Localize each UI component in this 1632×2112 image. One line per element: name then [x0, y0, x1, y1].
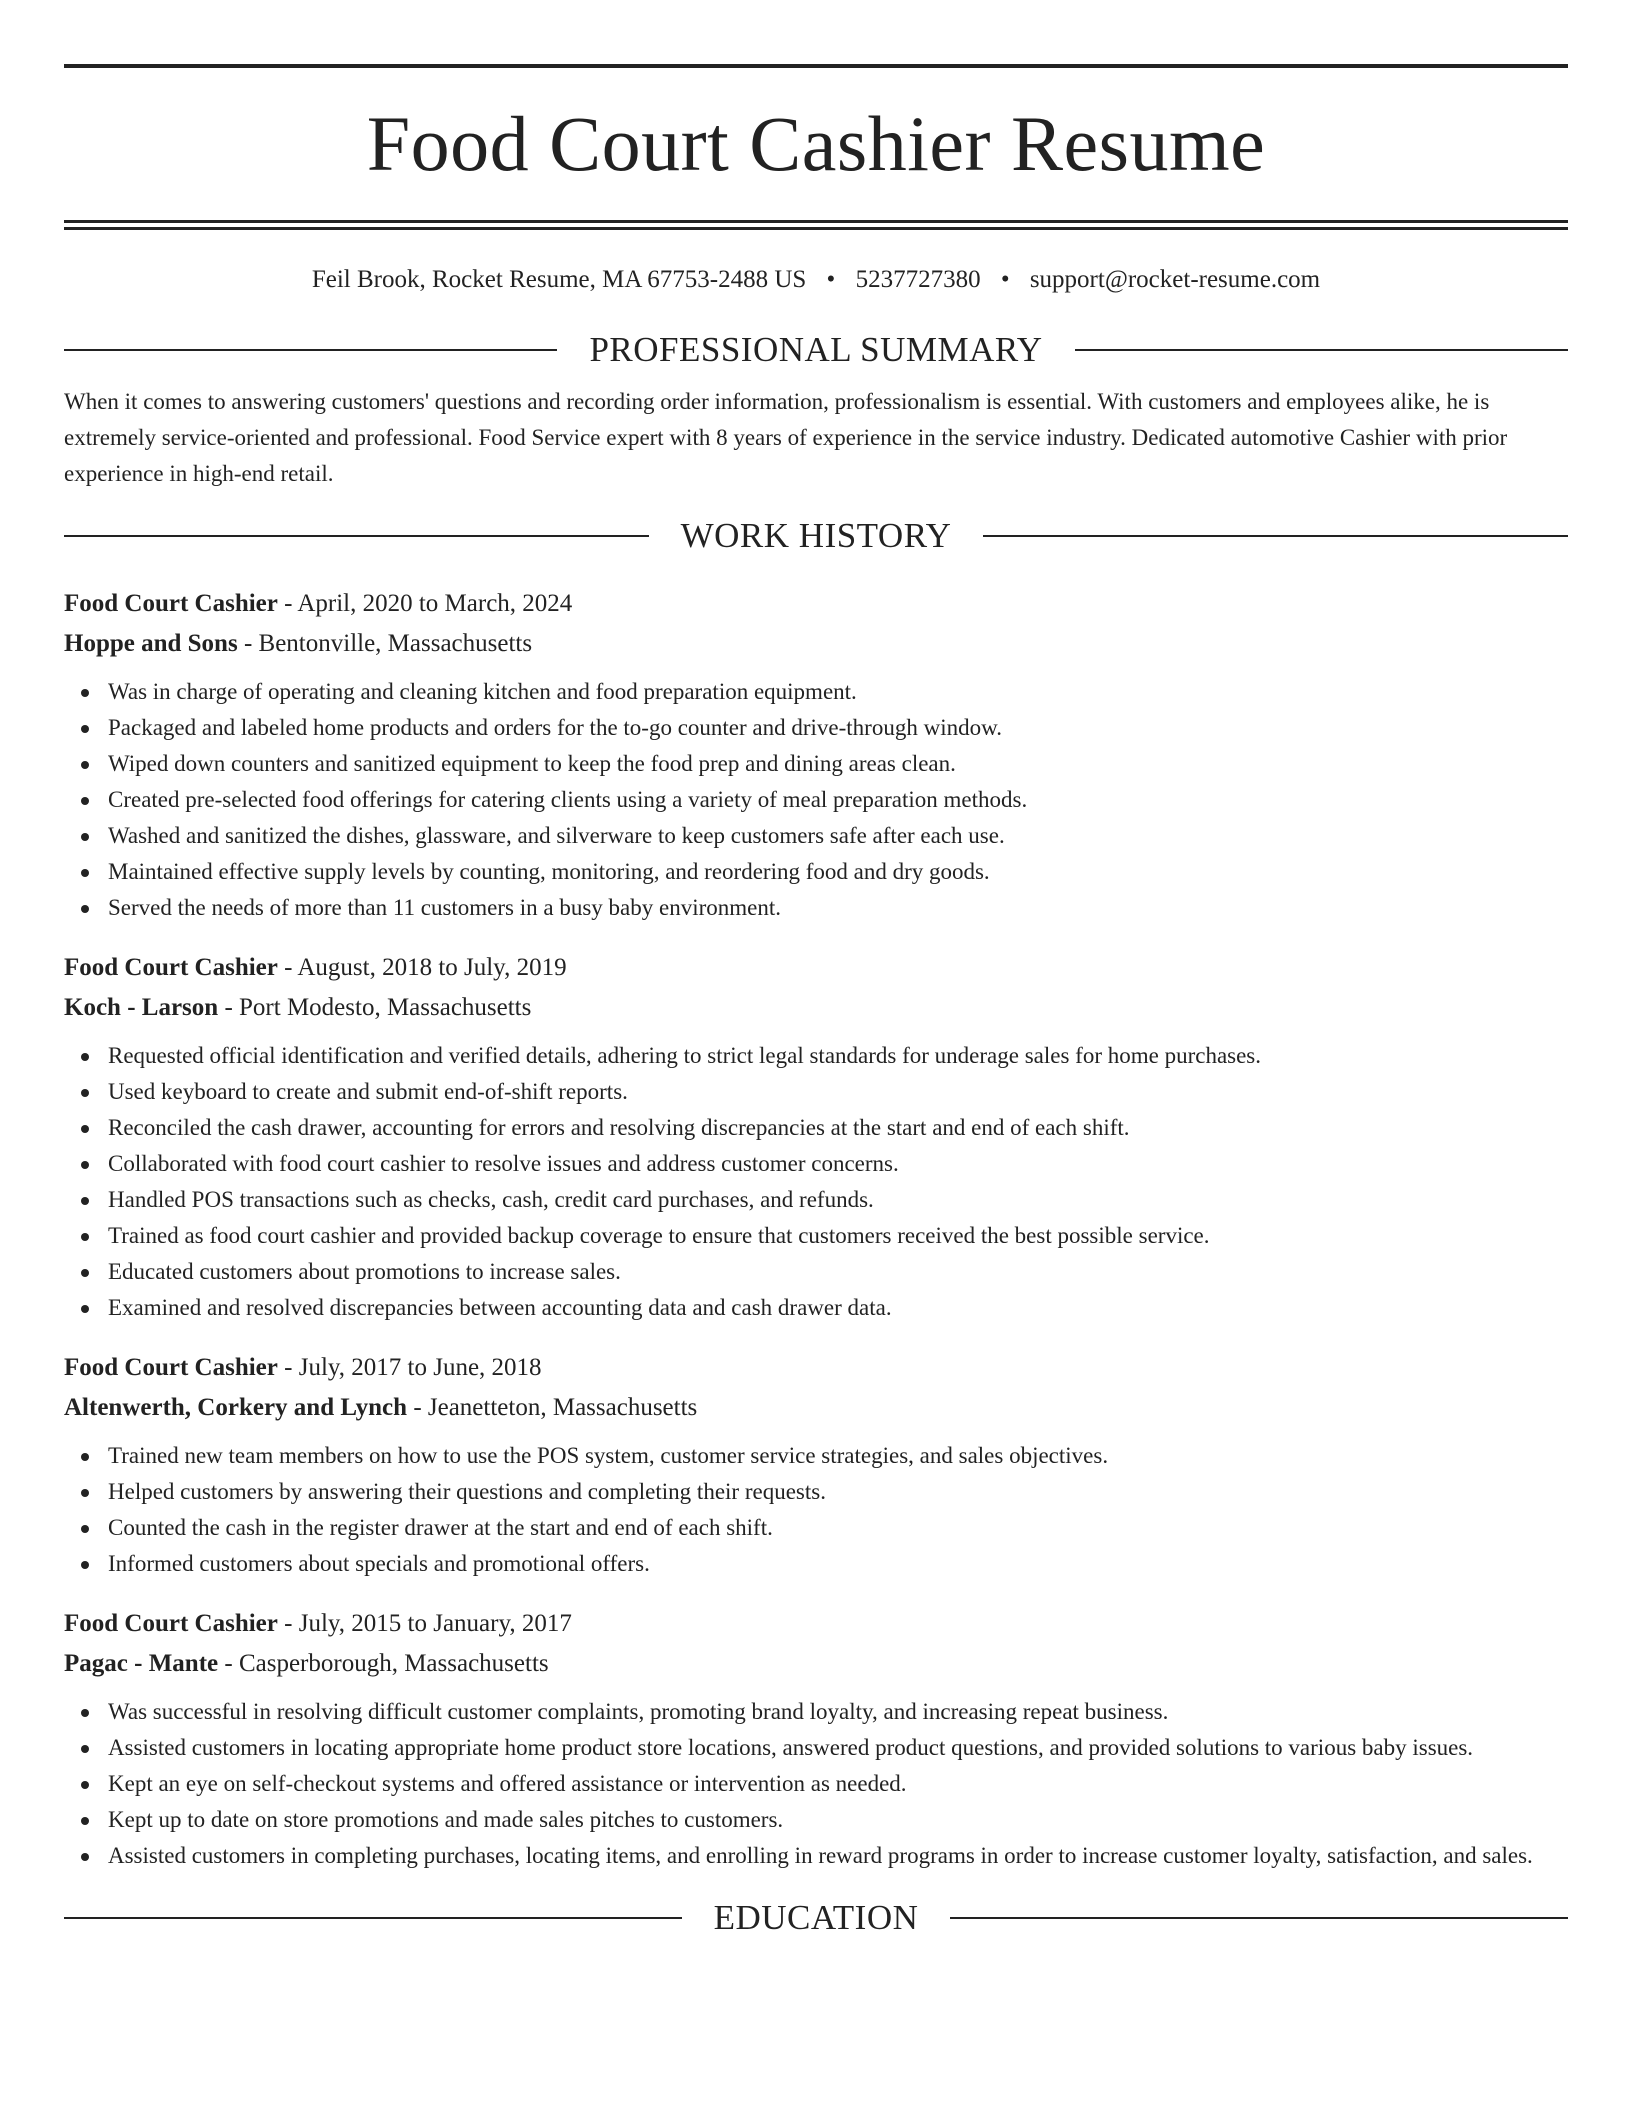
job-duty-item: Washed and sanitized the dishes, glassware, and silverware to keep customers safe after each use.	[64, 818, 1568, 854]
job-entry	[64, 584, 1568, 926]
job-location: - Port Modesto, Massachusetts	[218, 994, 532, 1021]
job-duty-item: Wiped down counters and sanitized equipment to keep the food prep and dining areas clean.	[64, 746, 1568, 782]
job-entry	[64, 948, 1568, 1326]
section-heading-education	[64, 1896, 1568, 1940]
job-title: Food Court Cashier	[64, 590, 278, 617]
job-entry	[64, 1604, 1568, 1874]
heading-rule-left	[64, 1917, 682, 1919]
job-duties-list	[64, 1438, 1568, 1582]
section-title: WORK HISTORY	[680, 516, 952, 555]
job-duty-item: Counted the cash in the register drawer at the start and end of each shift.	[64, 1510, 1568, 1546]
heading-rule-right	[950, 1917, 1568, 1919]
job-company: Koch - Larson	[64, 994, 219, 1021]
summary-text: When it comes to answering customers' questions and recording order information, professionalism is essential. With customers and employees alike, he is extremely service-oriented and professional. Food Service expert with 8 years of experience in the service industry. Dedicated automotive Cashier with prior experience in high-end retail.	[64, 389, 1508, 486]
section-title: EDUCATION	[713, 1898, 919, 1937]
job-duty-item: Examined and resolved discrepancies between accounting data and cash drawer data.	[64, 1290, 1568, 1326]
job-duties-list	[64, 1694, 1568, 1874]
heading-rule-left	[64, 349, 557, 351]
job-duties-list	[64, 1038, 1568, 1326]
section-title: PROFESSIONAL SUMMARY	[589, 330, 1043, 369]
job-duty-item: Was successful in resolving difficult customer complaints, promoting brand loyalty, and increasing repeat business.	[64, 1694, 1568, 1730]
job-company: Altenwerth, Corkery and Lynch	[64, 1394, 408, 1421]
job-location: - Jeanetteton, Massachusetts	[407, 1394, 698, 1421]
job-duty-item: Served the needs of more than 11 customers in a busy baby environment.	[64, 890, 1568, 926]
job-dates: - August, 2018 to July, 2019	[277, 954, 567, 981]
job-dates: - July, 2015 to January, 2017	[277, 1610, 572, 1637]
job-duty-item: Helped customers by answering their questions and completing their requests.	[64, 1474, 1568, 1510]
contact-line	[64, 264, 1568, 296]
job-duty-item: Was in charge of operating and cleaning kitchen and food preparation equipment.	[64, 674, 1568, 710]
resume-title: Food Court Cashier Resume	[366, 100, 1266, 187]
job-duty-item: Collaborated with food court cashier to resolve issues and address customer concerns.	[64, 1146, 1568, 1182]
job-company-line	[64, 624, 1568, 664]
job-entry	[64, 1348, 1568, 1582]
job-duty-item: Kept an eye on self-checkout systems and offered assistance or intervention as needed.	[64, 1766, 1568, 1802]
job-duty-item: Used keyboard to create and submit end-of-shift reports.	[64, 1074, 1568, 1110]
job-title: Food Court Cashier	[64, 1610, 278, 1637]
job-company-line	[64, 1388, 1568, 1428]
job-duty-item: Maintained effective supply levels by counting, monitoring, and reordering food and dry goods.	[64, 854, 1568, 890]
heading-rule-right	[1075, 349, 1568, 351]
heading-rule-left	[64, 535, 649, 537]
contact-separator: •	[1000, 266, 1010, 293]
job-title-line	[64, 948, 1568, 988]
work-history-list	[64, 584, 1568, 1874]
job-duty-item: Assisted customers in locating appropriate home product store locations, answered product questions, and provided solutions to various baby issues.	[64, 1730, 1568, 1766]
job-duties-list	[64, 674, 1568, 926]
contact-address: Feil Brook, Rocket Resume, MA 67753-2488 US	[311, 266, 807, 293]
job-duty-item: Assisted customers in completing purchases, locating items, and enrolling in reward programs in order to increase customer loyalty, satisfaction, and sales.	[64, 1838, 1568, 1874]
job-dates: - July, 2017 to June, 2018	[277, 1354, 542, 1381]
contact-email: support@rocket-resume.com	[1029, 266, 1321, 293]
job-company: Pagac - Mante	[64, 1650, 219, 1677]
job-duty-item: Kept up to date on store promotions and made sales pitches to customers.	[64, 1802, 1568, 1838]
job-title: Food Court Cashier	[64, 954, 278, 981]
section-heading-work-history	[64, 514, 1568, 558]
job-company-line	[64, 1644, 1568, 1684]
job-duty-item: Requested official identification and verified details, adhering to strict legal standards for underage sales for home purchases.	[64, 1038, 1568, 1074]
contact-phone: 5237727380	[855, 266, 981, 293]
job-title-line	[64, 584, 1568, 624]
section-heading-summary	[64, 328, 1568, 372]
job-title: Food Court Cashier	[64, 1354, 278, 1381]
job-location: - Casperborough, Massachusetts	[218, 1650, 549, 1677]
job-duty-item: Educated customers about promotions to increase sales.	[64, 1254, 1568, 1290]
job-duty-item: Handled POS transactions such as checks, cash, credit card purchases, and refunds.	[64, 1182, 1568, 1218]
job-duty-item: Created pre-selected food offerings for catering clients using a variety of meal preparation methods.	[64, 782, 1568, 818]
job-duty-item: Informed customers about specials and promotional offers.	[64, 1546, 1568, 1582]
resume-page	[64, 64, 1568, 1940]
job-title-line	[64, 1604, 1568, 1644]
job-dates: - April, 2020 to March, 2024	[277, 590, 573, 617]
job-company-line	[64, 988, 1568, 1028]
job-duty-item: Trained new team members on how to use the POS system, customer service strategies, and sales objectives.	[64, 1438, 1568, 1474]
job-duty-item: Reconciled the cash drawer, accounting for errors and resolving discrepancies at the start and end of each shift.	[64, 1110, 1568, 1146]
job-location: - Bentonville, Massachusetts	[237, 630, 533, 657]
heading-rule-right	[983, 535, 1568, 537]
job-duty-item: Packaged and labeled home products and orders for the to-go counter and drive-through window.	[64, 710, 1568, 746]
job-title-line	[64, 1348, 1568, 1388]
title-double-rule	[64, 220, 1568, 230]
job-duty-item: Trained as food court cashier and provided backup coverage to ensure that customers received the best possible service.	[64, 1218, 1568, 1254]
top-rule	[64, 64, 1568, 68]
contact-separator: •	[826, 266, 836, 293]
job-company: Hoppe and Sons	[64, 630, 238, 657]
